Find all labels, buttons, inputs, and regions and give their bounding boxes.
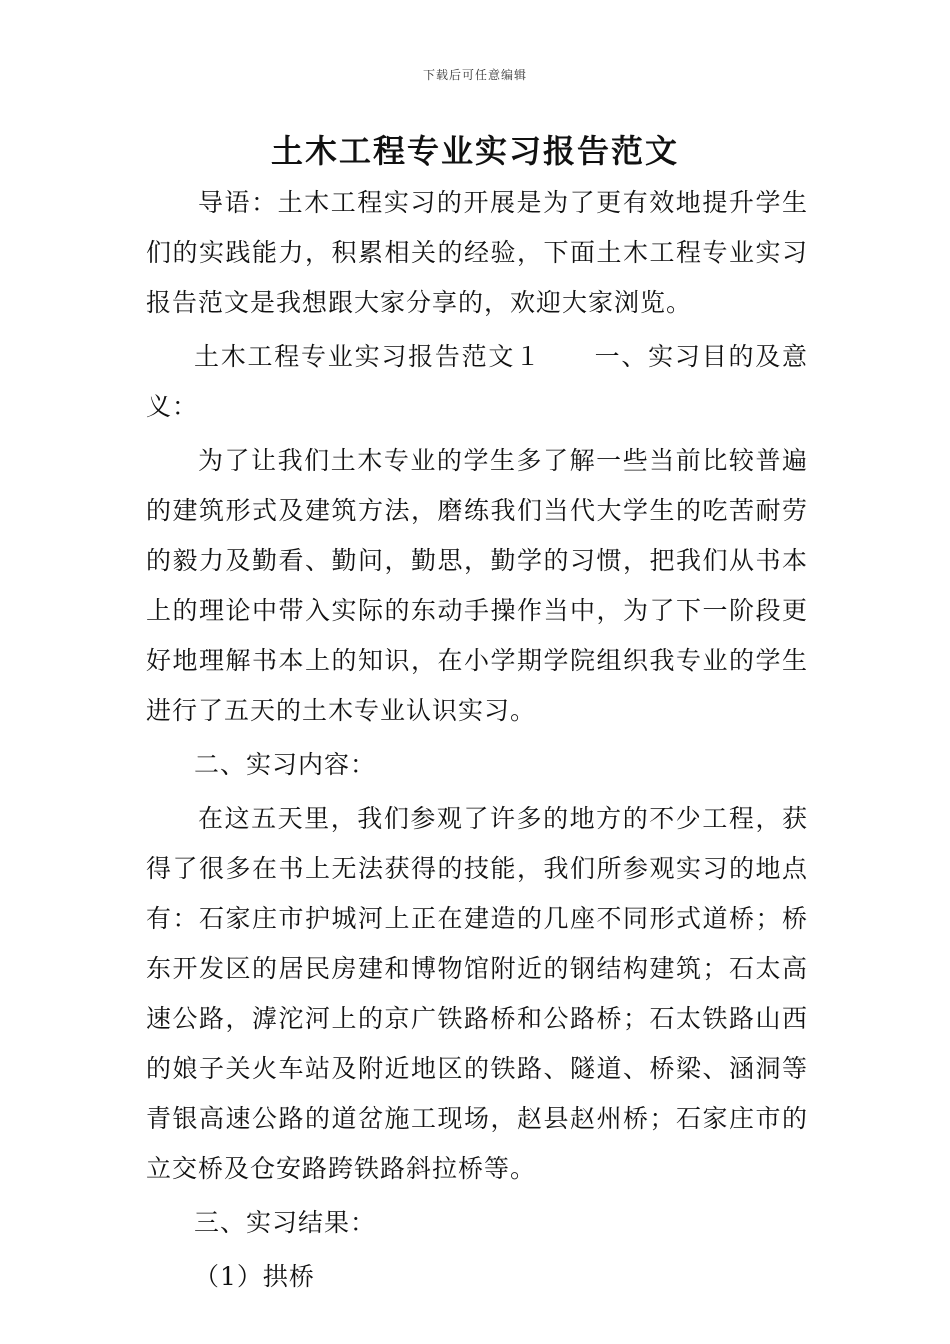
content-paragraph: 在这五天里，我们参观了许多的地方的不少工程，获得了很多在书上无法获得的技能，我们所参观实习的地点有：石家庄市护城河上正在建造的几座不同形式道桥；桥东开发区的居民房建和博物馆附近的钢结构建筑；石太高速公路，滹沱河上的京广铁路桥和公路桥；石太铁路山西的娘子关火车站及附近地区的铁路、隧道、桥梁、涵洞等青银高速公路的道岔施工现场，赵县赵州桥；石家庄市的立交桥及仓安路跨铁路斜拉桥等。 [146,804,808,1183]
header-note: 下载后可任意编辑 [422,68,527,82]
document-title: 土木工程专业实习报告范文 [270,132,679,170]
section-1-heading-line [146,332,808,432]
purpose-paragraph: 为了让我们土木专业的学生多了解一些当前比较普遍的建筑形式及建筑方法，磨练我们当代大学生的吃苦耐劳的毅力及勤看、勤问，勤思，勤学的习惯，把我们从书本上的理论中带入实际的东动手操作当中，为了下一阶段更好地理解书本上的知识，在小学期学院组织我专业的学生进行了五天的土木专业认识实习。 [146,446,808,725]
results-heading: 三、实习结果： [194,1208,377,1237]
section-1-heading: 土木工程专业实习报告范文１ [194,342,542,371]
intro-paragraph: 导语：土木工程实习的开展是为了更有效地提升学生们的实践能力，积累相关的经验，下面土木工程专业实习报告范文是我想跟大家分享的，欢迎大家浏览。 [146,188,808,317]
section-1-subheading: 一、实习目的及意义： [146,342,808,421]
document-body [146,178,808,1302]
content-heading: 二、实习内容： [194,750,377,779]
results-item-arch-bridge: （1）拱桥 [194,1262,315,1291]
